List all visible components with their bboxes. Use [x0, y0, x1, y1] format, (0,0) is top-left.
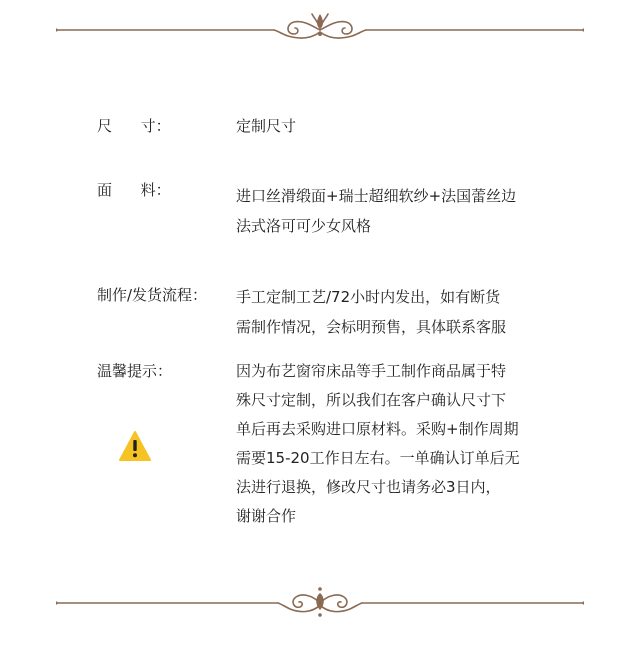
size-value-text: 定制尺寸	[236, 117, 297, 135]
tips-label: 温馨提示：	[97, 362, 173, 380]
production-line: 需制作情况，会标明预售，具体联系客服	[236, 318, 507, 336]
tips-line: 单后再去采购进口原材料。采购+制作周期	[236, 420, 519, 438]
warning-icon	[118, 430, 152, 462]
top-divider	[56, 10, 584, 50]
size-label: 尺 寸：	[97, 117, 171, 135]
floral-divider-icon	[56, 583, 584, 623]
fabric-label: 面 料：	[97, 181, 171, 199]
fabric-value	[236, 181, 576, 241]
tips-line: 殊尺寸定制，所以我们在客户确认尺寸下	[236, 391, 507, 409]
tips-line: 因为布艺窗帘床品等手工制作商品属于特	[236, 362, 507, 380]
tips-line: 谢谢合作	[236, 507, 297, 525]
floral-divider-icon	[56, 10, 584, 50]
fabric-line: 进口丝滑缎面+瑞士超细软纱+法国蕾丝边	[236, 187, 517, 205]
fabric-line: 法式洛可可少女风格	[236, 217, 372, 235]
bottom-divider	[56, 583, 584, 623]
tips-value	[236, 357, 576, 531]
tips-line: 法进行退换，修改尺寸也请务必3日内，	[236, 478, 501, 496]
production-value	[236, 282, 576, 342]
tips-line: 需要15-20工作日左右。一单确认订单后无	[236, 449, 520, 467]
production-line: 手工定制工艺/72小时内发出，如有断货	[236, 288, 501, 306]
production-label: 制作/发货流程：	[97, 286, 208, 304]
size-value	[236, 116, 576, 136]
